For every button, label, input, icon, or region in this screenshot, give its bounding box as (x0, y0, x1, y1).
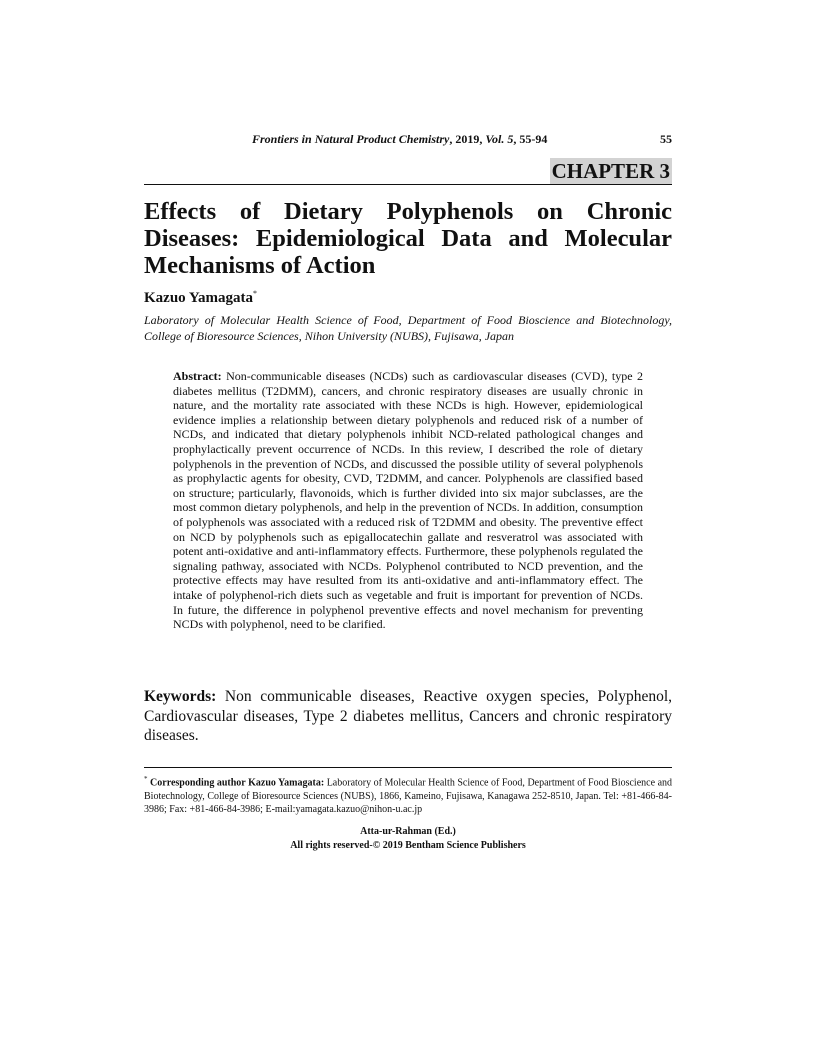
footnote-text: Laboratory of Molecular Health Science of Food, Department of Food Bioscience and Biotechnology, College of Bioresource Sciences (NUBS), 1866, Kameino, Fujisawa, Kanagawa 252-8510, Japan. Tel: +81-466-84-3986; Fax: +81-466-84-3986; E-mail:yamagata.kazuo@nihon-u.ac.jp (144, 777, 673, 816)
rights-line: All rights reserved-© 2019 Bentham Science Publishers (290, 839, 526, 851)
footnote (144, 773, 672, 817)
abstract (173, 369, 643, 632)
chapter-label: CHAPTER 3 (551, 159, 670, 183)
keywords-text: Non communicable diseases, Reactive oxygen species, Polyphenol, Cardiovascular diseases, Type 2 diabetes mellitus, Cancers and chronic respiratory diseases. (144, 688, 673, 744)
journal-year: , 2019, (449, 132, 486, 146)
journal-citation (252, 132, 547, 147)
affiliation: Laboratory of Molecular Health Science of Food, Department of Food Bioscience and Biotechnology, College of Bioresource Sciences, Nihon University (NUBS), Fujisawa, Japan (144, 313, 672, 343)
header-rule (144, 184, 672, 185)
author-line (144, 289, 257, 307)
journal-name: Frontiers in Natural Product Chemistry (252, 132, 450, 146)
keywords (144, 687, 672, 746)
journal-pages: , 55-94 (513, 132, 548, 146)
paper-title: Effects of Dietary Polyphenols on Chronic Diseases: Epidemiological Data and Molecular Mechanisms of Action (144, 198, 672, 279)
author-name: Kazuo Yamagata (144, 290, 254, 306)
abstract-text: Non-communicable diseases (NCDs) such as cardiovascular diseases (CVD), type 2 diabetes mellitus (T2DMM), cancers, and chronic respiratory diseases are usually chronic in nature, and the mortality rate associated with these NCDs is high. However, epidemiological evidence implies a relationship between dietary polyphenols and reduced risk of a number of NCDs, and indicated that dietary polyphenols inhibit NCD-related pathological changes and prophylactically prevent occurrence of NCDs. In this review, I described the role of dietary polyphenols in the prevention of NCDs, and discussed the possible utility of several polyphenols as prophylactic agents for obesity, CVD, T2DMM, and cancer. Polyphenols are classified based on structure; particularly, flavonoids, which is further divided into six major subclasses, are the most common dietary polyphenols, and help in the prevention of NCDs. In addition, consumption of polyphenols was associated with a reduced risk of T2DMM and obesity. The preventive effect on NCD by polyphenols such as epigallocatechin gallate and resveratrol was associated with potent anti-oxidative and anti-inflammatory effects. Furthermore, these polyphenols regulated the signaling pathway, associated with NCDs. Polyphenol contributed to NCD prevention, and the protective effects may have resulted from its anti-oxidative and anti-inflammatory effect. The intake of polyphenol-rich diets such as vegetable and fruit is important for prevention of NCDs. In future, the difference in polyphenol preventive effects and novel mechanism for preventing NCDs with polyphenol, need to be clarified. (173, 369, 644, 632)
abstract-label: Abstract: (173, 369, 222, 383)
footnote-label: Corresponding author Kazuo Yamagata: (150, 777, 325, 789)
editor-line: Atta-ur-Rahman (Ed.) (360, 826, 456, 837)
page-number: 55 (660, 132, 672, 146)
journal-volume: Vol. 5 (485, 132, 514, 146)
footnote-mark: * (144, 775, 148, 783)
author-mark: * (253, 289, 258, 298)
keywords-label: Keywords: (144, 688, 217, 705)
footnote-rule (144, 767, 672, 768)
publisher-block (144, 825, 672, 852)
